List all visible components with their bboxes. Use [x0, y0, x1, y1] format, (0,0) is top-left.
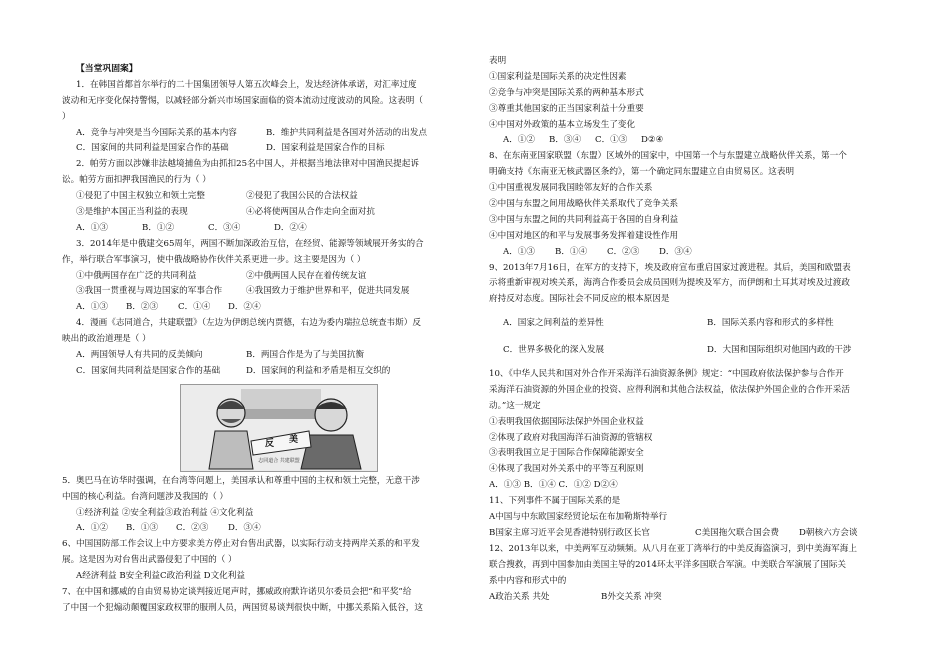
q5-option-d: D．③④	[228, 523, 261, 534]
q8-statement-2: ②中国与东盟之间用战略伙伴关系取代了竞争关系	[489, 199, 679, 210]
q3-option-b: B．②③	[126, 302, 159, 313]
q2-option-a: A．①③	[76, 222, 108, 233]
q10-stem-line1: 10、《中华人民共和国对外合作开采海洋石油资源条例》规定：“中国政府依法保护参与合作开	[489, 369, 844, 380]
q7-statement-1: ①国家利益是国际关系的决定性因素	[489, 71, 627, 82]
q5-option-c: C．②③	[176, 523, 209, 534]
q11-stem: 11、下列事件不属于国际关系的是	[489, 496, 621, 507]
q1-stem-line2: 波动和无序变化保持警惕，以减轻部分新兴市场国家面临的资本流动过度波动的风险。这表明（	[62, 95, 423, 106]
q7-statement-3: ③尊重其他国家的正当国家利益十分重要	[489, 103, 644, 114]
q10-statement-3: ③表明我国立足于国际合作保障能源安全	[489, 448, 644, 459]
q7-option-d: D②④	[641, 135, 664, 146]
q8-stem-line1: 8、在东南亚国家联盟（东盟）区域外的国家中，中国第一个与东盟建立战略伙伴关系，第一个	[489, 151, 847, 162]
q5-options	[62, 521, 473, 537]
q4-option-a: A．两国领导人有共同的反美倾向	[76, 350, 203, 361]
q2-statement-1: ①侵犯了中国主权独立和领土完整	[76, 191, 205, 202]
q3-stem-line2: 作，举行联合军事演习，使中俄战略协作伙伴关系更进一步。这主要是因为（ ）	[62, 254, 366, 265]
q4-options-ab	[62, 348, 473, 364]
q12-options-ab	[489, 590, 929, 606]
q1-stem-line3: ）	[62, 111, 71, 122]
q3-statements-12	[62, 269, 473, 285]
q7-option-a: A．①②	[503, 135, 535, 146]
q3-options	[62, 300, 473, 316]
q1-option-d: D．国家利益是国家合作的目标	[266, 143, 385, 154]
q1-option-b: B．维护共同利益是各国对外活动的出发点	[266, 127, 428, 138]
q7-statement-4: ④中国对外政策的基本立场发生了变化	[489, 119, 636, 130]
q8-option-c: C．②③	[607, 246, 640, 257]
q3-statement-3: ③我国一贯重视与周边国家的军事合作	[76, 286, 223, 297]
q9-options-ab	[489, 316, 929, 332]
q12-option-a: A政治关系 共处	[489, 591, 550, 602]
q3-option-d: D．②④	[228, 302, 261, 313]
q11-option-b: B国家主席习近平会见香港特别行政区长官	[489, 527, 651, 538]
q3-statement-1: ①中俄两国存在广泛的共同利益	[76, 270, 197, 281]
cartoon-caption: 志同道合 共建联盟	[258, 457, 300, 464]
q2-statements-34	[62, 205, 473, 221]
q9-option-d: D．大国和国际组织对他国内政的干涉	[707, 345, 852, 356]
q9-option-c: C．世界多极化的深入发展	[503, 345, 605, 356]
q2-statement-3: ③是维护本国正当利益的表现	[76, 207, 188, 218]
q7-options	[489, 133, 929, 149]
q2-statements-12	[62, 189, 473, 205]
q5-stem-line2: 中国的核心利益。台湾问题涉及我国的（ ）	[62, 491, 229, 502]
q2-option-d: D．②④	[274, 222, 307, 233]
q7-stem-line2: 了中国一个犯煽动颠覆国家政权罪的服刑人员，两国贸易谈判很快中断，中挪关系陷入低谷，这	[62, 602, 423, 613]
q6-stem-line1: 6、中国国防部工作会议上中方要求美方停止对台售出武器，以实际行动支持两岸关系的和平发	[62, 539, 420, 550]
q1-option-c: C．国家间的共同利益是国家合作的基础	[76, 143, 229, 154]
q2-statement-2: ②侵犯了我国公民的合法权益	[246, 191, 358, 202]
q2-statement-4: ④必将使两国从合作走向全面对抗	[246, 207, 375, 218]
q2-stem-line2: 讼。帕劳方面扣押我国渔民的行为（ ）	[62, 175, 211, 186]
cartoon-banner-text-2: 美	[289, 434, 299, 445]
q8-option-a: A．①③	[503, 246, 535, 257]
q8-option-d: D．③④	[659, 246, 692, 257]
political-cartoon-image	[180, 384, 378, 472]
q9-stem-line3: 府持反对态度。国际社会不同反应的根本原因是	[489, 294, 670, 305]
q12-stem-line2: 联合搜救，再到中国参加由美国主导的2014环太平洋多国联合军演。中美联合军演展了国际关	[489, 559, 847, 570]
q12-stem-line1: 12、2013年以来，中美两军互动频频。从八月在亚丁湾举行的中美反海盗演习，到中美海军海上	[489, 543, 857, 554]
q2-stem-line1: 2．帕劳方面以涉嫌非法越境捕鱼为由抓扣25名中国人，并根据当地法律对中国渔民提起诉	[76, 159, 419, 170]
q12-option-b: B外交关系 冲突	[601, 591, 662, 602]
q1-stem-line1: 1．在韩国首都首尔举行的二十国集团领导人第五次峰会上，发达经济体承诺，对汇率过度	[76, 79, 417, 90]
left-column	[62, 62, 473, 617]
q3-stem-line1: 3．2014年是中俄建交65周年，两国不断加深政治互信，在经贸、能源等领域展开务实的合	[76, 238, 424, 249]
q3-option-a: A．①③	[76, 302, 108, 313]
q2-options	[62, 221, 473, 237]
q3-option-c: C．①④	[178, 302, 211, 313]
q6-options: A经济利益 B安全利益C政治利益 D文化利益	[76, 571, 245, 582]
q11-option-a: A中国与中东欧国家经贸论坛在布加勒斯特举行	[489, 512, 668, 523]
q11-options-bcd	[489, 526, 929, 542]
q7-statement-2: ②竞争与冲突是国际关系的两种基本形式	[489, 87, 644, 98]
q1-options-cd	[62, 141, 473, 157]
q5-statements: ①经济利益 ②安全利益③政治利益 ④文化利益	[76, 507, 254, 518]
q1-option-a: A．竞争与冲突是当今国际关系的基本内容	[76, 127, 237, 138]
q7-option-c: C．①③	[595, 135, 628, 146]
q4-option-d: D．国家间的利益和矛盾是相互交织的	[246, 365, 391, 376]
q3-statements-34	[62, 284, 473, 300]
q3-statement-4: ④我国致力于维护世界和平，促进共同发展	[246, 286, 410, 297]
q6-stem-line2: 展。这是因为对台售出武器侵犯了中国的（ ）	[62, 555, 237, 566]
q8-statement-3: ③中国与东盟之间的共同利益高于各国的自身利益	[489, 214, 679, 225]
q9-options-cd	[489, 343, 929, 359]
q5-option-b: B．①③	[126, 523, 159, 534]
q11-option-c: C美国拖欠联合国会费	[695, 527, 779, 538]
q8-stem-line2: 明确支持《东南亚无核武器区条约》，第一个确定同东盟建立自由贸易区。这表明	[489, 167, 795, 178]
q7-option-b: B．③④	[549, 135, 582, 146]
q9-stem-line1: 9、2013年7月16日，在军方的支持下，埃及政府宣布重启国家过渡进程。其后，美国和欧盟表	[489, 262, 851, 273]
q4-option-b: B．两国合作是为了与美国抗衡	[246, 350, 365, 361]
q7-stem-line3: 表明	[489, 56, 507, 66]
q7-stem-line1: 7、在中国和挪威的自由贸易协定谈判接近尾声时，挪威政府默许诺贝尔委员会把“和平奖”给	[62, 587, 412, 598]
q4-stem-line2: 映出的政治道理是（ ）	[62, 334, 151, 345]
q8-statement-4: ④中国对地区的和平与发展事务发挥着建设性作用	[489, 230, 679, 241]
q12-stem-line3: 系中内容和形式中的	[489, 575, 567, 586]
q8-option-b: B．①④	[555, 246, 588, 257]
q8-statement-1: ①中国重视发展同我国睦邻友好的合作关系	[489, 183, 653, 194]
q4-option-c: C．国家间共同利益是国家合作的基础	[76, 365, 221, 376]
q4-options-cd	[62, 364, 473, 380]
q8-options	[489, 245, 929, 261]
q10-statement-4: ④体现了我国对外关系中的平等互利原则	[489, 464, 644, 475]
q4-stem-line1: 4．漫画《志同道合，共建联盟》（左边为伊朗总统内贾德，右边为委内瑞拉总统查韦斯）反	[76, 318, 421, 329]
q5-option-a: A．①②	[76, 523, 108, 534]
q2-option-b: B．①②	[142, 222, 175, 233]
q10-stem-line2: 采海洋石油资源的外国企业的投资、应得利润和其他合法权益，依法保护外国企业的合作开采活	[489, 384, 850, 395]
q1-options-ab	[62, 126, 473, 142]
q9-option-b: B．国际关系内容和形式的多样性	[707, 318, 834, 329]
q10-stem-line3: 动。”这一规定	[489, 400, 541, 411]
q9-option-a: A．国家之间利益的差异性	[503, 318, 604, 329]
q9-stem-line2: 示将重新审视对埃关系，海湾合作委员会成员国则为提埃及军方，而伊朗和土耳其对埃及过渡政	[489, 278, 850, 289]
right-column	[489, 54, 929, 605]
q5-stem-line1: 5．奥巴马在访华时强调，在台湾等问题上，美国承认和尊重中国的主权和领土完整，无意干涉	[62, 475, 420, 486]
q2-option-c: C．③④	[208, 222, 241, 233]
q10-statement-2: ②体现了政府对我国海洋石油资源的管辖权	[489, 432, 653, 443]
q3-statement-2: ②中俄两国人民存在着传统友谊	[246, 270, 367, 281]
section-header: 【当堂巩固案】	[76, 64, 138, 74]
q10-statement-1: ①表明我国依据国际法保护外国企业权益	[489, 416, 644, 427]
q11-option-d: D朝核六方会谈	[799, 527, 858, 538]
cartoon-banner-text-1: 反	[265, 438, 275, 449]
q10-options: A．①③ B．①④ C．①② D②④	[489, 480, 618, 491]
